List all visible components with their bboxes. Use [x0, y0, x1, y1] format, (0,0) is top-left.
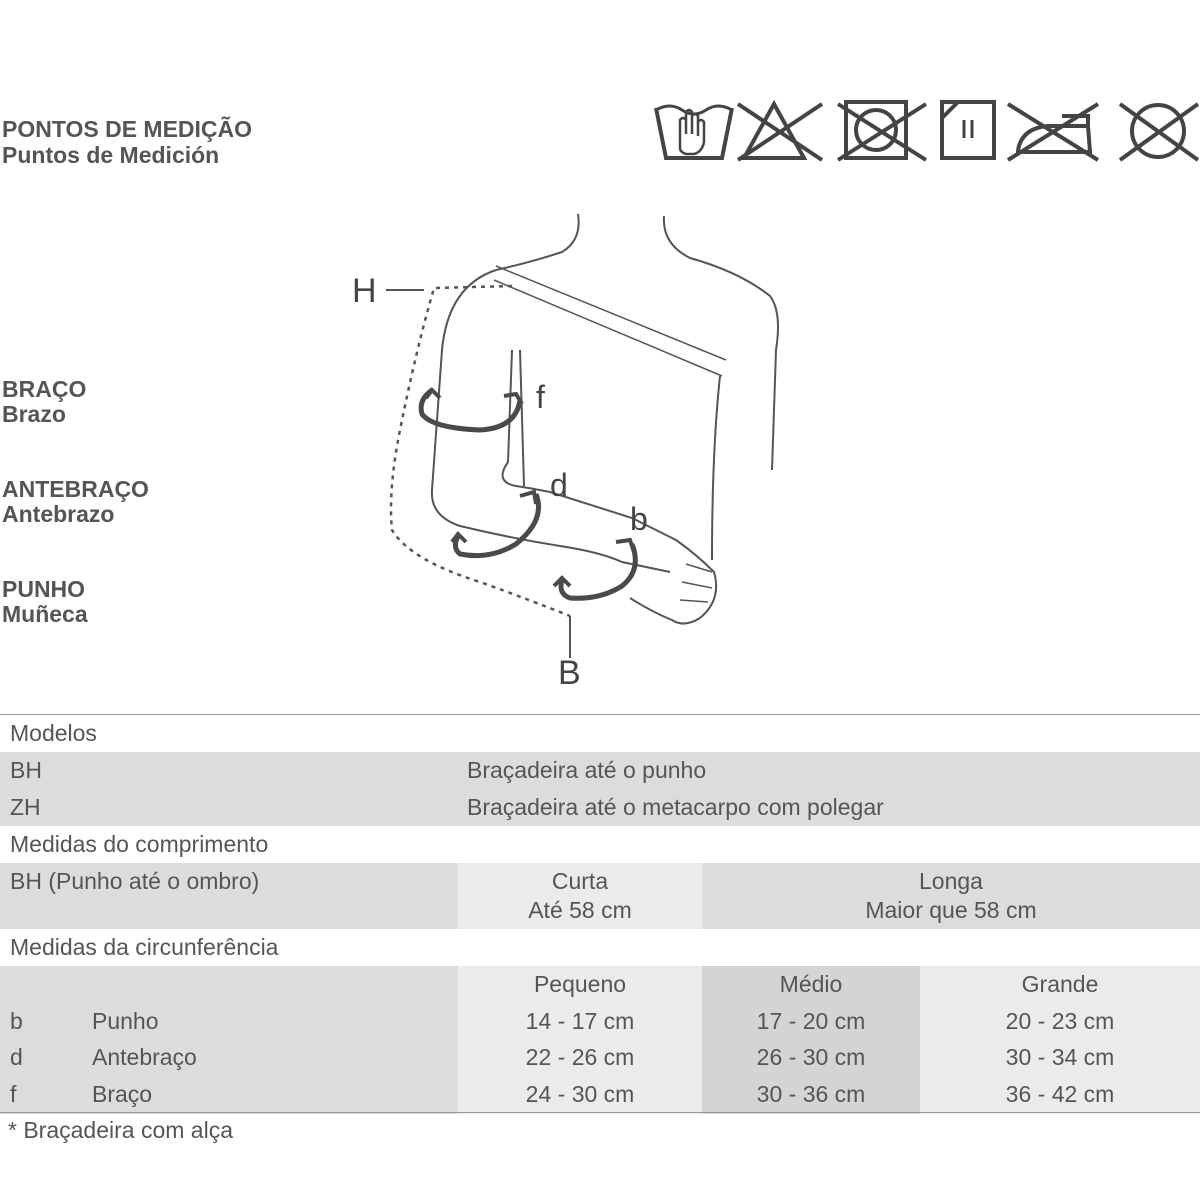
models-heading-row [0, 715, 1200, 752]
size-column-pequeno [458, 966, 702, 1114]
hand-wash-icon [656, 106, 732, 158]
size-header: Grande [1021, 971, 1099, 997]
length-heading-row [0, 826, 1200, 863]
label-braco [2, 377, 86, 427]
size-header: Pequeno [533, 971, 627, 997]
length-long-value: Maior que 58 cm [865, 897, 1037, 923]
size-value: 20 - 23 cm [1005, 1008, 1115, 1034]
size-column-grande [920, 966, 1200, 1114]
size-value: 17 - 20 cm [756, 1008, 866, 1034]
label-punho-es: Muñeca [2, 601, 88, 627]
drip-dry-shade-icon [942, 102, 994, 158]
diagram-label-f: f [536, 379, 545, 415]
no-iron-icon [1008, 104, 1098, 160]
circ-name: Braço [92, 1081, 153, 1107]
length-short-name: Curta [551, 868, 609, 894]
no-tumble-dry-icon [838, 102, 926, 160]
size-value: 30 - 34 cm [1005, 1044, 1115, 1070]
section-title [2, 116, 252, 168]
circ-key: b [10, 1008, 23, 1034]
body-outline [432, 214, 778, 624]
measurement-table [0, 714, 1200, 1114]
label-punho-pt: PUNHO [2, 576, 86, 602]
label-antebraco-es: Antebrazo [2, 501, 115, 527]
label-punho [2, 577, 88, 627]
size-value: 14 - 17 cm [525, 1008, 635, 1034]
circ-heading-row [0, 929, 1200, 966]
models-heading: Modelos [10, 720, 97, 746]
circ-key: f [10, 1081, 17, 1107]
length-heading: Medidas do comprimento [10, 831, 269, 857]
table-bottom-divider [0, 1112, 1200, 1113]
length-short-cell [458, 863, 702, 929]
circ-key: d [10, 1044, 23, 1070]
diagram-label-b: B [558, 654, 581, 692]
size-value: 26 - 30 cm [756, 1044, 866, 1070]
title-pt: PONTOS DE MEDIÇÃO [2, 116, 253, 142]
circ-name: Antebraço [92, 1044, 197, 1070]
length-row-label: BH (Punho até o ombro) [10, 868, 260, 894]
circ-heading: Medidas da circunferência [10, 934, 279, 960]
care-icons [652, 98, 1200, 164]
size-value: 30 - 36 cm [756, 1081, 866, 1107]
circumference-arrows [421, 390, 635, 598]
length-long-name: Longa [919, 868, 983, 894]
size-column-medio [702, 966, 920, 1114]
length-short-value: Até 58 cm [528, 897, 632, 923]
circumference-block [0, 966, 1200, 1114]
no-dry-clean-icon [1120, 104, 1198, 160]
length-row [0, 863, 1200, 929]
model-row [0, 789, 1200, 826]
model-desc: Braçadeira até o metacarpo com polegar [467, 794, 884, 820]
diagram-label-b-small: b [630, 501, 648, 537]
size-value: 36 - 42 cm [1005, 1081, 1115, 1107]
length-long-cell [702, 863, 1200, 929]
model-row [0, 752, 1200, 789]
size-value: 24 - 30 cm [525, 1081, 635, 1107]
title-es: Puntos de Medición [2, 142, 220, 168]
size-header: Médio [779, 971, 843, 997]
model-code: ZH [10, 794, 41, 820]
circ-name: Punho [92, 1008, 159, 1034]
footnote: * Braçadeira com alça [8, 1117, 233, 1143]
label-antebraco-pt: ANTEBRAÇO [2, 476, 149, 502]
diagram-label-d: d [550, 467, 568, 503]
size-value: 22 - 26 cm [525, 1044, 635, 1070]
model-code: BH [10, 757, 42, 783]
length-guide [386, 286, 570, 658]
diagram-label-h: H [352, 272, 377, 310]
arm-diagram [340, 200, 800, 700]
model-desc: Braçadeira até o punho [467, 757, 707, 783]
label-braco-pt: BRAÇO [2, 376, 87, 402]
label-braco-es: Brazo [2, 401, 66, 427]
label-antebraco [2, 477, 149, 527]
no-bleach-icon [738, 104, 822, 160]
